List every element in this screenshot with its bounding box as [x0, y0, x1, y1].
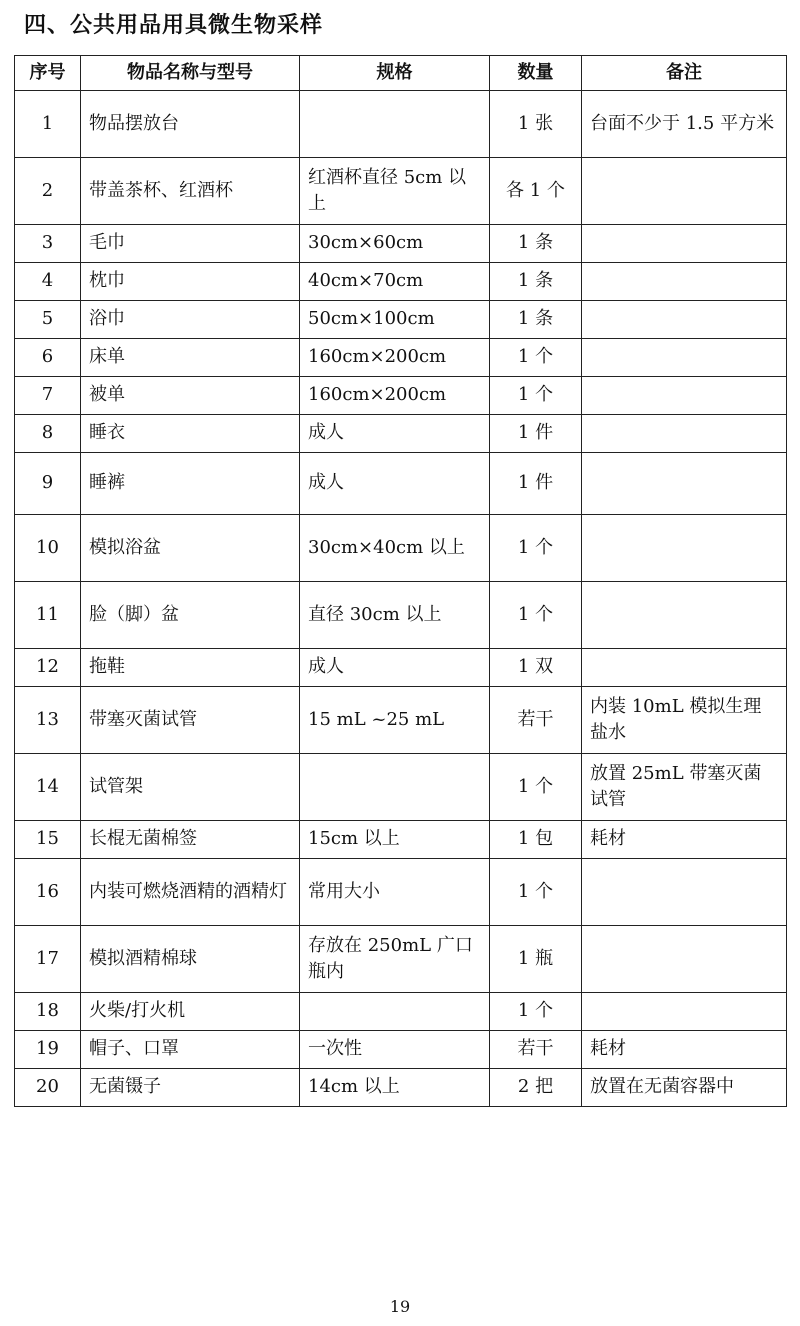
cell-remarks: 耗材 [582, 1031, 787, 1069]
cell-item-name: 带盖茶杯、红酒杯 [81, 158, 300, 225]
cell-remarks: 放置在无菌容器中 [582, 1069, 787, 1107]
cell-serial-number: 14 [15, 754, 81, 821]
table-header-row [15, 56, 787, 91]
cell-specification: 成人 [300, 453, 490, 515]
cell-serial-number: 3 [15, 225, 81, 263]
cell-remarks [582, 301, 787, 339]
table-row [15, 91, 787, 158]
cell-remarks [582, 339, 787, 377]
cell-serial-number: 1 [15, 91, 81, 158]
cell-serial-number: 15 [15, 821, 81, 859]
cell-serial-number: 8 [15, 415, 81, 453]
cell-serial-number: 6 [15, 339, 81, 377]
cell-remarks: 放置 25mL 带塞灭菌试管 [582, 754, 787, 821]
cell-quantity: 1 个 [490, 754, 582, 821]
cell-serial-number: 13 [15, 687, 81, 754]
cell-serial-number: 19 [15, 1031, 81, 1069]
table-row [15, 687, 787, 754]
equipment-table [14, 55, 787, 1107]
cell-remarks [582, 415, 787, 453]
header-serial-number: 序号 [15, 56, 81, 91]
cell-quantity: 1 个 [490, 859, 582, 926]
cell-specification: 直径 30cm 以上 [300, 582, 490, 649]
cell-quantity: 1 个 [490, 339, 582, 377]
cell-serial-number: 9 [15, 453, 81, 515]
cell-quantity: 1 双 [490, 649, 582, 687]
table-row [15, 926, 787, 993]
table-row [15, 225, 787, 263]
cell-quantity: 1 个 [490, 993, 582, 1031]
page-title: 四、公共用品用具微生物采样 [24, 13, 324, 38]
cell-item-name: 枕巾 [81, 263, 300, 301]
cell-serial-number: 20 [15, 1069, 81, 1107]
cell-serial-number: 2 [15, 158, 81, 225]
table-body [15, 91, 787, 1107]
cell-specification: 常用大小 [300, 859, 490, 926]
cell-specification: 160cm×200cm [300, 377, 490, 415]
table-row [15, 754, 787, 821]
cell-serial-number: 7 [15, 377, 81, 415]
cell-remarks [582, 926, 787, 993]
cell-serial-number: 18 [15, 993, 81, 1031]
cell-serial-number: 11 [15, 582, 81, 649]
cell-item-name: 火柴/打火机 [81, 993, 300, 1031]
cell-item-name: 内装可燃烧酒精的酒精灯 [81, 859, 300, 926]
cell-specification: 14cm 以上 [300, 1069, 490, 1107]
cell-item-name: 被单 [81, 377, 300, 415]
table-row [15, 859, 787, 926]
cell-remarks: 台面不少于 1.5 平方米 [582, 91, 787, 158]
cell-quantity: 1 条 [490, 263, 582, 301]
table-row [15, 377, 787, 415]
cell-item-name: 无菌镊子 [81, 1069, 300, 1107]
header-specification: 规格 [300, 56, 490, 91]
cell-item-name: 睡衣 [81, 415, 300, 453]
cell-quantity: 1 瓶 [490, 926, 582, 993]
table-row [15, 515, 787, 582]
cell-serial-number: 10 [15, 515, 81, 582]
cell-remarks: 耗材 [582, 821, 787, 859]
table-row [15, 582, 787, 649]
cell-item-name: 浴巾 [81, 301, 300, 339]
cell-specification: 15 mL ~25 mL [300, 687, 490, 754]
cell-remarks [582, 453, 787, 515]
cell-remarks [582, 993, 787, 1031]
cell-quantity: 1 张 [490, 91, 582, 158]
cell-item-name: 拖鞋 [81, 649, 300, 687]
cell-item-name: 毛巾 [81, 225, 300, 263]
table-row [15, 1069, 787, 1107]
table-row [15, 415, 787, 453]
cell-serial-number: 12 [15, 649, 81, 687]
header-remarks: 备注 [582, 56, 787, 91]
cell-item-name: 物品摆放台 [81, 91, 300, 158]
cell-specification: 160cm×200cm [300, 339, 490, 377]
cell-remarks [582, 377, 787, 415]
cell-remarks [582, 859, 787, 926]
cell-item-name: 带塞灭菌试管 [81, 687, 300, 754]
cell-serial-number: 5 [15, 301, 81, 339]
table-row [15, 158, 787, 225]
cell-remarks [582, 649, 787, 687]
table-row [15, 1031, 787, 1069]
cell-remarks [582, 263, 787, 301]
cell-specification: 40cm×70cm [300, 263, 490, 301]
cell-item-name: 模拟酒精棉球 [81, 926, 300, 993]
cell-item-name: 模拟浴盆 [81, 515, 300, 582]
cell-specification: 50cm×100cm [300, 301, 490, 339]
cell-specification: 30cm×60cm [300, 225, 490, 263]
cell-quantity: 1 包 [490, 821, 582, 859]
cell-specification: 存放在 250mL 广口瓶内 [300, 926, 490, 993]
cell-specification: 成人 [300, 649, 490, 687]
table-row [15, 453, 787, 515]
page-number: 19 [389, 1297, 411, 1316]
cell-specification: 成人 [300, 415, 490, 453]
cell-quantity: 2 把 [490, 1069, 582, 1107]
cell-serial-number: 4 [15, 263, 81, 301]
table-row [15, 301, 787, 339]
header-item-name: 物品名称与型号 [81, 56, 300, 91]
cell-remarks [582, 515, 787, 582]
cell-remarks [582, 158, 787, 225]
cell-quantity: 若干 [490, 687, 582, 754]
table-row [15, 649, 787, 687]
cell-quantity: 1 件 [490, 453, 582, 515]
cell-quantity: 1 个 [490, 377, 582, 415]
cell-quantity: 若干 [490, 1031, 582, 1069]
cell-quantity: 1 条 [490, 301, 582, 339]
table-row [15, 263, 787, 301]
cell-specification: 一次性 [300, 1031, 490, 1069]
cell-quantity: 各 1 个 [490, 158, 582, 225]
cell-quantity: 1 个 [490, 582, 582, 649]
cell-specification: 红酒杯直径 5cm 以上 [300, 158, 490, 225]
cell-remarks [582, 582, 787, 649]
cell-specification: 30cm×40cm 以上 [300, 515, 490, 582]
table-row [15, 821, 787, 859]
table-row [15, 339, 787, 377]
cell-specification [300, 754, 490, 821]
cell-specification: 15cm 以上 [300, 821, 490, 859]
cell-remarks [582, 225, 787, 263]
cell-specification [300, 993, 490, 1031]
cell-serial-number: 17 [15, 926, 81, 993]
cell-quantity: 1 条 [490, 225, 582, 263]
header-quantity: 数量 [490, 56, 582, 91]
cell-item-name: 试管架 [81, 754, 300, 821]
cell-item-name: 床单 [81, 339, 300, 377]
cell-item-name: 长棍无菌棉签 [81, 821, 300, 859]
cell-item-name: 帽子、口罩 [81, 1031, 300, 1069]
cell-item-name: 脸（脚）盆 [81, 582, 300, 649]
cell-item-name: 睡裤 [81, 453, 300, 515]
cell-remarks: 内装 10mL 模拟生理盐水 [582, 687, 787, 754]
cell-quantity: 1 件 [490, 415, 582, 453]
cell-specification [300, 91, 490, 158]
table-row [15, 993, 787, 1031]
cell-serial-number: 16 [15, 859, 81, 926]
cell-quantity: 1 个 [490, 515, 582, 582]
